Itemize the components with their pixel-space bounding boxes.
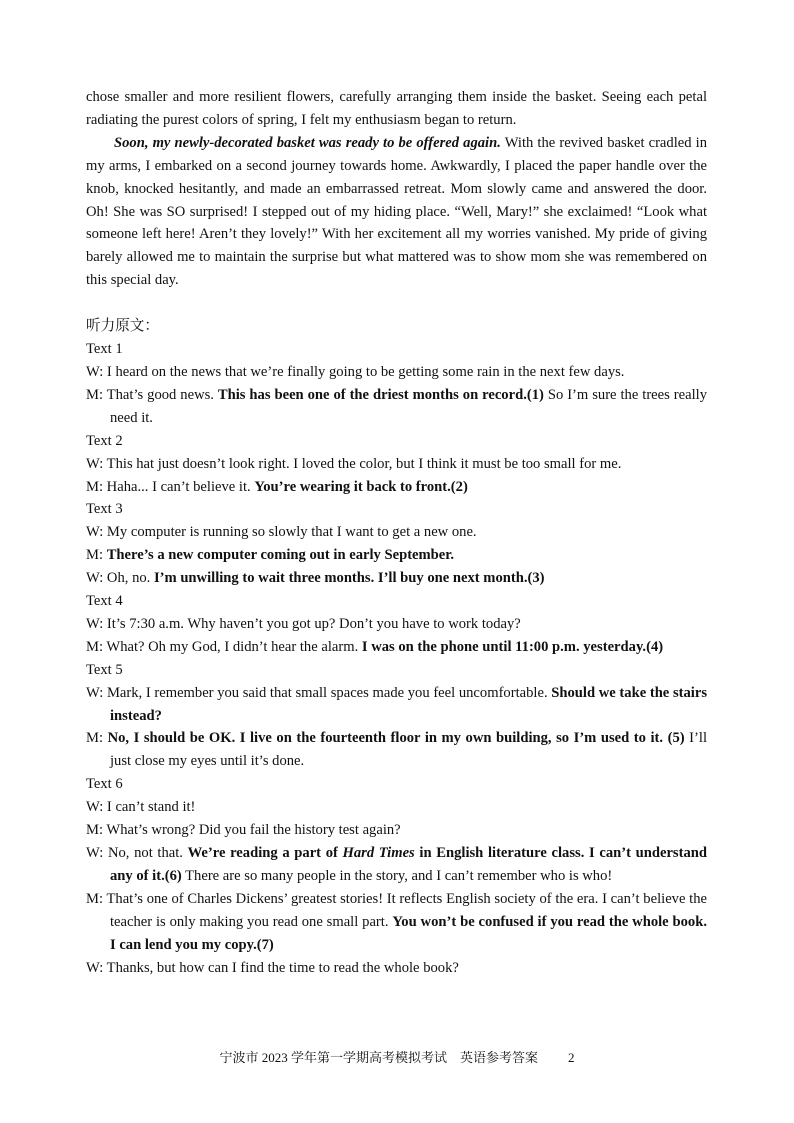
essay-paragraph-2 — [86, 132, 707, 292]
text-2-line-1: W: This hat just doesn’t look right. I loved the color, but I think it must be too small for me. — [86, 455, 622, 472]
footer-title: 宁波市 2023 学年第一学期高考模拟考试 英语参考答案 — [219, 1050, 538, 1065]
page-footer — [0, 1047, 794, 1066]
text-6-line-3 — [86, 842, 707, 888]
text-2-label: Text 2 — [86, 432, 123, 449]
text-6-line-4 — [86, 888, 707, 957]
text-4-line-2 — [86, 636, 707, 659]
text-6-line-5: W: Thanks, but how can I find the time to read the whole book? — [86, 959, 459, 976]
text-6-line-3-e: There are so many people in the story, and I can’t remember who is who! — [181, 867, 613, 884]
text-2-answer: You’re wearing it back to front.(2) — [254, 478, 468, 495]
essay-key-sentence: Soon, my newly-decorated basket was ready to be offered again. — [114, 134, 501, 151]
page-number: 2 — [568, 1050, 575, 1065]
text-6-line-3-b: We’re reading a part of — [187, 845, 343, 861]
text-5-line-2-a: M: — [86, 730, 108, 747]
text-3-line-2-a: M: — [86, 547, 107, 564]
text-5-label: Text 5 — [86, 661, 123, 678]
document-body — [86, 86, 707, 979]
text-1-answer: This has been one of the driest months on record.(1) — [217, 386, 544, 403]
text-6-answer-6: in English literature class. I can’t understand any of it.(6) — [110, 845, 707, 884]
text-4-line-1: W: It’s 7:30 a.m. Why haven’t you got up? Don’t you have to work today? — [86, 615, 521, 632]
text-6-line-1: W: I can’t stand it! — [86, 799, 196, 816]
text-6-line-4-a: M: That’s one of Charles Dickens’ greatest stories! It reflects English society of the era. I can’t believe the teacher is only making you read one small part. — [86, 890, 707, 930]
text-6-line-3-a: W: No, not that. — [86, 845, 188, 861]
text-6-line-2: M: What’s wrong? Did you fail the history test again? — [86, 822, 401, 839]
text-1-label: Text 1 — [86, 341, 123, 358]
text-3-line-3-a: W: Oh, no. — [86, 570, 154, 587]
text-1-line-1: W: I heard on the news that we’re finally going to be getting some rain in the next few days. — [86, 363, 625, 380]
text-3-line-2 — [86, 544, 707, 567]
text-4-answer: I was on the phone until 11:00 p.m. yesterday.(4) — [361, 638, 664, 655]
text-1-line-2-a: M: That’s good news. — [86, 386, 218, 403]
text-1-line-2-c: So I’m sure the trees really need it. — [110, 386, 707, 426]
text-1-line-2 — [86, 384, 707, 430]
text-5-line-1 — [86, 682, 707, 728]
text-3-label: Text 3 — [86, 501, 123, 518]
text-2-line-2 — [86, 476, 707, 499]
essay-paragraph-1: chose smaller and more resilient flowers, carefully arranging them inside the basket. Seeing each petal radiating the purest colors of spring, I felt my enthusiasm began to return. — [86, 89, 707, 128]
text-3-line-3 — [86, 567, 707, 590]
text-5-answer: No, I should be OK. I live on the fourteenth floor in my own building, so I’m used to it. (5) — [107, 730, 685, 747]
text-3-answer: I’m unwilling to wait three months. I’ll buy one next month.(3) — [153, 570, 545, 587]
text-4-line-2-a: M: What? Oh my God, I didn’t hear the alarm. — [86, 638, 362, 655]
text-6-answer-7: You won’t be confused if you read the whole book. I can lend you my copy.(7) — [110, 913, 707, 953]
book-title: Hard Times — [342, 845, 415, 861]
text-5-line-1-b: Should we take the stairs instead? — [110, 684, 707, 724]
text-5-line-2-c: I’ll just close my eyes until it’s done. — [110, 730, 707, 770]
text-5-line-2 — [86, 727, 707, 773]
transcript-heading: 听力原文： — [86, 318, 159, 335]
text-6-label: Text 6 — [86, 776, 123, 793]
text-5-line-1-a: W: Mark, I remember you said that small spaces made you feel uncomfortable. — [86, 684, 552, 701]
text-3-line-2-b: There’s a new computer coming out in early September. — [106, 547, 455, 564]
text-2-line-2-a: M: Haha... I can’t believe it. — [86, 478, 255, 495]
essay-paragraph-2-text: With the revived basket cradled in my arms, I embarked on a second journey towards home. Awkwardly, I placed the paper handle over the knob, knocked hesitantly, and made an embarrassed retreat. Mom slowly came and answered the door. Oh! She was SO surprised! I stepped out of my hiding place. “Well, Mary!” she exclaimed! “Look what someone left here! Aren’t they lovely!” With her excitement all my worries vanished. My pride of giving barely allowed me to maintain the surprise but what mattered was to show mom she was remembered on this special day. — [86, 134, 707, 289]
text-4-label: Text 4 — [86, 593, 123, 610]
text-3-line-1: W: My computer is running so slowly that I want to get a new one. — [86, 524, 477, 541]
